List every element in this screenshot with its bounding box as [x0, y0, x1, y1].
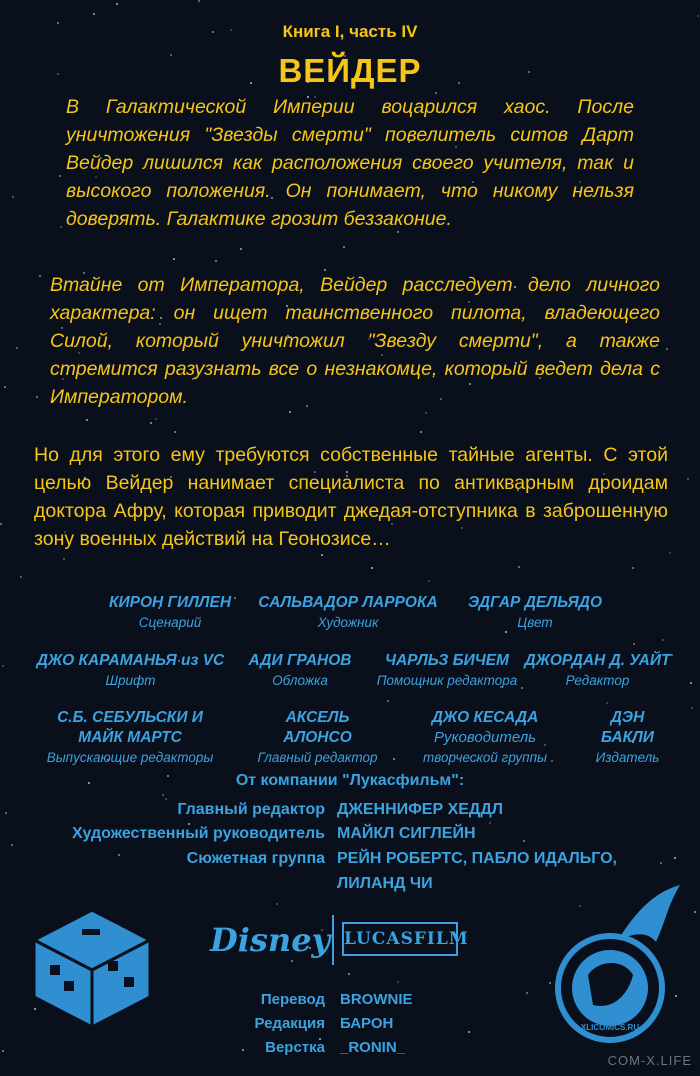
- credit-cover: [240, 651, 360, 691]
- credit-assistant-editor: [362, 651, 532, 691]
- credit-name: САЛЬВАДОР ЛАРРОКА: [258, 594, 438, 611]
- star-dot: [397, 981, 399, 983]
- lucasfilm-header: От компании "Лукасфильм":: [235, 772, 465, 789]
- lucasfilm-name: ЛИЛАНД ЧИ: [337, 875, 433, 892]
- star-dot: [173, 258, 175, 260]
- lucasfilm-label: Художественный руководитель: [72, 825, 325, 842]
- credit-role: Издатель: [595, 750, 660, 765]
- star-dot: [690, 682, 692, 684]
- star-dot: [4, 386, 6, 388]
- star-dot: [165, 798, 167, 800]
- star-dot: [20, 576, 22, 578]
- star-dot: [155, 418, 157, 420]
- lucasfilm-name: МАЙКЛ СИГЛЕЙН: [337, 825, 476, 842]
- star-dot: [526, 992, 528, 994]
- credit-name: МАЙК МАРТС: [78, 729, 182, 746]
- book-subtitle: Книга I, часть IV: [282, 22, 418, 41]
- star-dot: [468, 1031, 470, 1033]
- credit-role: Руководитель: [433, 729, 537, 746]
- credit-name: ДЖО КАРАМАНЬЯ из VC: [36, 652, 225, 669]
- star-dot: [425, 412, 427, 414]
- site-watermark: COM-X.LIFE: [607, 1053, 692, 1068]
- credit-editor: [515, 651, 680, 691]
- star-dot: [666, 348, 668, 350]
- translation-label: Верстка: [265, 1039, 325, 1056]
- credit-name: АДИ ГРАНОВ: [248, 652, 352, 669]
- translation-label: Перевод: [260, 991, 325, 1008]
- credit-role: Сценарий: [138, 615, 202, 630]
- credit-name: АЛОНСО: [283, 729, 352, 746]
- credit-colorist: [450, 593, 620, 633]
- star-dot: [93, 13, 95, 15]
- star-dot: [420, 431, 422, 433]
- lucasfilm-name: РЕЙН РОБЕРТС, ПАБЛО ИДАЛЬГО,: [337, 850, 617, 867]
- star-dot: [387, 700, 389, 702]
- lucasfilm-logo: LUCASFILM: [342, 922, 458, 956]
- credit-name: ДЖОРДАН Д. УАЙТ: [524, 652, 671, 669]
- star-dot: [662, 639, 664, 641]
- crawl-paragraph-2: Втайне от Императора, Вейдер расследует дело личного характера: он ищет таинственного пилота, владеющего Силой, который уничтожил "Звезду смерти", а также стремится разузнать все о незнакомце, который ведет дела с Императором.: [50, 274, 660, 408]
- star-dot: [36, 396, 38, 398]
- star-dot: [198, 0, 200, 2]
- credit-publisher: [580, 708, 675, 768]
- star-dot: [60, 226, 62, 228]
- credit-name: КИРОН ГИЛЛЕН: [108, 594, 232, 611]
- star-dot: [691, 707, 693, 709]
- star-dot: [606, 702, 608, 704]
- credit-letterer: [28, 651, 233, 691]
- star-dot: [428, 580, 430, 582]
- credit-name: БАКЛИ: [601, 729, 654, 746]
- translation-team-seal-logo: [548, 880, 688, 1045]
- star-dot: [276, 903, 278, 905]
- star-dot: [116, 3, 118, 5]
- star-dot: [393, 758, 395, 760]
- seal-site-text: XLICOMICS.RU: [580, 1023, 640, 1032]
- star-dot: [343, 246, 345, 248]
- credit-role: Шрифт: [105, 673, 156, 688]
- credit-role: Выпускающие редакторы: [46, 750, 214, 765]
- credit-role: Помощник редактора: [376, 673, 518, 688]
- crawl-paragraph-1: В Галактической Империи воцарился хаос. После уничтожения "Звезды смерти" повелитель ситов Дарт Вейдер лишился как расположения своего учителя, так и высокого положения. Он понимает, что никому нельзя доверять. Галактике грозит беззаконие.: [66, 96, 634, 230]
- translation-label: Редакция: [254, 1015, 325, 1032]
- credit-writer: [95, 593, 245, 633]
- star-dot: [489, 822, 491, 824]
- star-dot: [39, 275, 41, 277]
- credit-role: Главный редактор: [257, 750, 378, 765]
- star-dot: [162, 794, 164, 796]
- lucasfilm-label: Сюжетная группа: [186, 850, 325, 867]
- star-dot: [215, 260, 217, 262]
- credit-role: Цвет: [517, 615, 553, 630]
- credit-editor-in-chief: [245, 708, 390, 768]
- star-dot: [5, 812, 7, 814]
- credit-artist: [248, 593, 448, 633]
- credit-role: Обложка: [272, 673, 328, 688]
- star-dot: [11, 844, 13, 846]
- credit-role: Художник: [317, 615, 379, 630]
- star-dot: [518, 566, 520, 568]
- star-dot: [348, 973, 350, 975]
- star-dot: [289, 411, 291, 413]
- star-dot: [12, 196, 14, 198]
- credit-name: С.Б. СЕБУЛЬСКИ И: [57, 709, 203, 726]
- translation-name: БАРОН: [340, 1015, 394, 1032]
- star-dot: [694, 911, 696, 913]
- logo-divider: [332, 915, 334, 965]
- credit-name: ДЖО КЕСАДА: [431, 709, 539, 726]
- disney-logo: Disney: [210, 921, 331, 959]
- star-dot: [523, 840, 525, 842]
- page-title: ВЕЙДЕР: [278, 52, 422, 89]
- star-dot: [291, 960, 293, 962]
- star-dot: [150, 422, 152, 424]
- credit-chief-creative: [405, 708, 565, 768]
- credit-role: творческой группы: [423, 750, 547, 765]
- star-dot: [63, 558, 65, 560]
- lucasfilm-name: ДЖЕННИФЕР ХЕДДЛ: [337, 801, 503, 818]
- marvel-block-logo: [30, 905, 155, 1030]
- seal-text: ФАНТАСТИЧЕСКИЕ ПЕРЕВОДЫ: [563, 938, 657, 976]
- star-dot: [59, 175, 61, 177]
- star-dot: [16, 347, 18, 349]
- star-dot: [86, 419, 88, 421]
- star-dot: [2, 665, 4, 667]
- crawl-paragraph-3: Но для этого ему требуются собственные тайные агенты. С этой целью Вейдер нанимает специалиста по антикварным дроидам доктора Афру, которая приводит джедая-отступника в заброшенную зону военных действий на Геонозисе…: [34, 444, 668, 550]
- star-dot: [669, 552, 671, 554]
- star-dot: [240, 248, 242, 250]
- star-dot: [697, 15, 699, 17]
- star-dot: [0, 523, 2, 525]
- star-dot: [633, 643, 635, 645]
- star-dot: [2, 1050, 4, 1052]
- credit-name: ЧАРЛЬЗ БИЧЕМ: [385, 652, 509, 669]
- star-dot: [632, 567, 634, 569]
- star-dot: [174, 431, 176, 433]
- credit-name: АКСЕЛЬ: [285, 709, 350, 726]
- star-dot: [674, 857, 676, 859]
- credit-name: ДЭН: [610, 709, 645, 726]
- credit-executive-editors: [30, 708, 230, 768]
- star-dot: [687, 478, 689, 480]
- star-dot: [660, 862, 662, 864]
- translation-name: _RONIN_: [340, 1039, 406, 1056]
- credit-name: ЭДГАР ДЕЛЬЯДО: [468, 594, 602, 611]
- lucasfilm-label: Главный редактор: [177, 801, 325, 818]
- translation-name: BROWNIE: [340, 991, 413, 1008]
- star-dot: [371, 567, 373, 569]
- credit-role: Редактор: [565, 673, 630, 688]
- star-dot: [321, 554, 323, 556]
